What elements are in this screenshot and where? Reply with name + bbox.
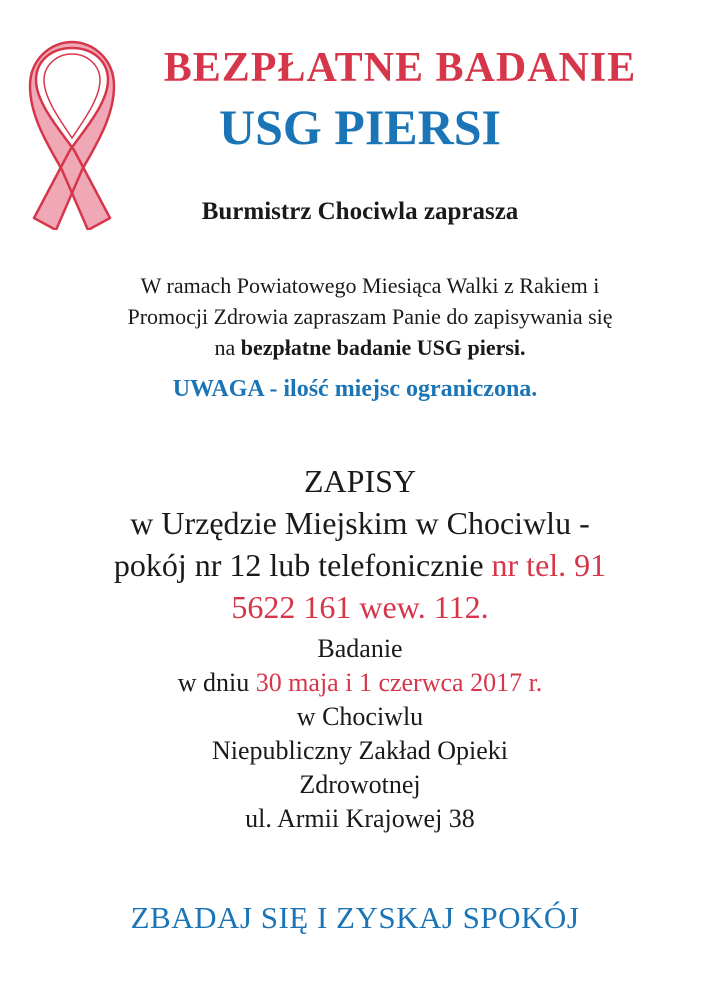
facility-line-1: Niepubliczny Zakład Opieki: [211, 736, 509, 765]
exam-date: 30 maja i 1 czerwca 2017 r.: [255, 668, 543, 697]
phone-number-part-2: 5622 161 wew. 112.: [231, 589, 489, 625]
signup-line-2-prefix: pokój nr 12 lub telefonicznie: [113, 547, 492, 583]
intro-highlight: bezpłatne badanie USG piersi.: [240, 335, 526, 360]
title-line-1: BEZPŁATNE BADANIE: [163, 45, 637, 91]
footer-slogan: ZBADAJ SIĘ I ZYSKAJ SPOKÓJ: [130, 900, 580, 935]
exam-date-prefix: w dniu: [177, 668, 256, 697]
signup-line-2: [30, 544, 690, 586]
exam-label: Badanie: [317, 634, 403, 663]
intro-line-3-prefix: na: [214, 335, 241, 360]
intro-line-2: Promocji Zdrowia zapraszam Panie do zapisywania się: [127, 304, 613, 329]
warning-text: UWAGA - ilość miejsc ograniczona.: [172, 376, 538, 402]
signup-line-1: w Urzędzie Miejskim w Chociwlu -: [130, 505, 590, 541]
phone-number-part-1: nr tel. 91: [491, 547, 607, 583]
facility-line-2: Zdrowotnej: [299, 770, 421, 799]
exam-place: w Chociwlu: [296, 702, 424, 731]
title-line-2: USG PIERSI: [218, 99, 502, 155]
signup-heading: ZAPISY: [303, 463, 416, 499]
invitation-heading: Burmistrz Chociwla zaprasza: [201, 198, 519, 225]
exam-details: [30, 632, 690, 836]
intro-line-3: [40, 332, 700, 363]
exam-date-line: [30, 666, 690, 700]
intro-line-1: W ramach Powiatowego Miesiąca Walki z Rakiem i: [140, 273, 600, 298]
intro-paragraph: [40, 270, 700, 363]
signup-block: [30, 460, 690, 628]
address: ul. Armii Krajowej 38: [245, 804, 475, 833]
